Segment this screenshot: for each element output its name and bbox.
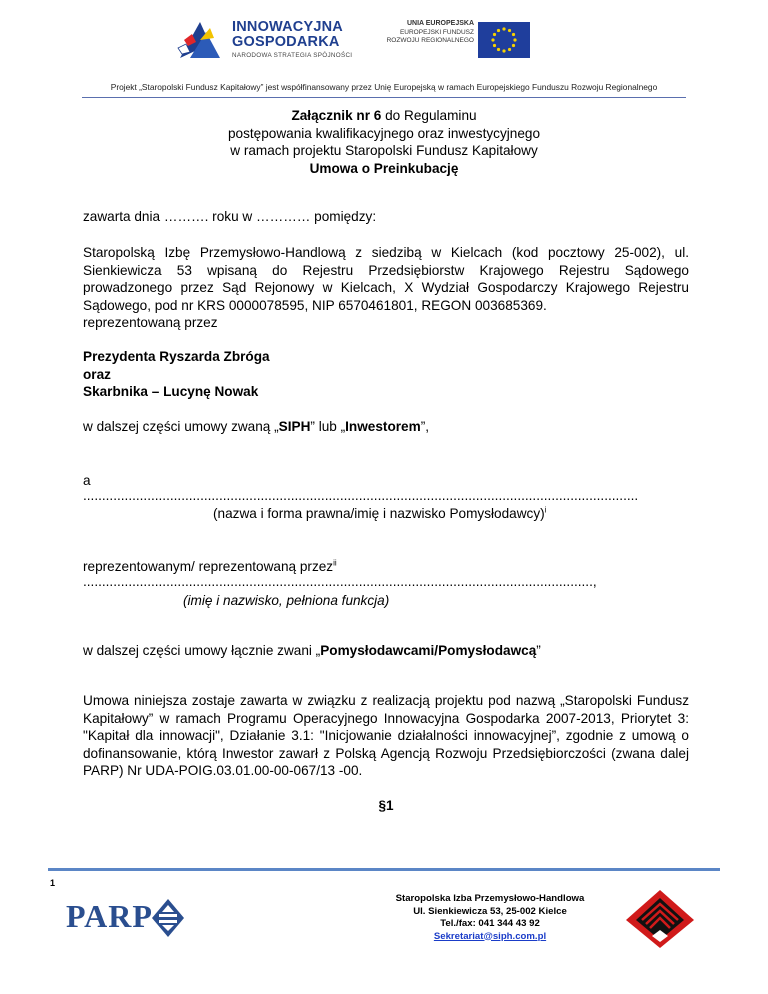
innowacyjna-gospodarka-logo-mark: [176, 18, 226, 62]
footer-address-block: [380, 893, 600, 943]
eu-flag-icon: [478, 22, 530, 58]
conjunction-a: a: [83, 473, 91, 488]
document-title-block: [0, 107, 768, 177]
representatives: [83, 348, 689, 401]
section-heading: §1: [378, 798, 394, 813]
representative-and: oraz: [83, 366, 111, 382]
parties-definition: w dalszej części umowy łącznie zwani „Pomysłodawcami/Pomysłodawcą”: [83, 643, 541, 658]
siph-logo-icon: [622, 886, 698, 958]
attachment-line: Załącznik nr 6 do Regulaminu: [291, 108, 477, 123]
representative-1: Prezydenta Ryszarda Zbróga: [83, 349, 270, 364]
footer-divider: [48, 868, 720, 871]
page-number: 1: [50, 878, 56, 888]
header-divider: [82, 97, 686, 98]
party2-representative-field: .......................................................................................................................................,: [83, 574, 597, 589]
party1-description: Staropolską Izbę Przemysłowo-Handlową z siedzibą w Kielcach (kod pocztowy 25-002), ul. Sienkiewicza 53 wpisaną do Rejestru Przedsiębiorstw Krajowego Rejestru Sądowego prowadzonego przez Sąd Rejonowy w Kielcach, X Wydział Gospodarczy Krajowego Rejestru Sądowego, pod nr KRS 0000078595, NIP 6570461801, REGON 003685369.: [83, 245, 689, 313]
concluded-line: zawarta dnia ………. roku w ………… pomiędzy:: [83, 209, 377, 224]
document-title: Umowa o Preinkubację: [309, 160, 459, 176]
party2-name-label: (nazwa i forma prawna/imię i nazwisko Pomysłodawcy)$^i$: [213, 505, 547, 521]
footer-address: Ul. Sienkiewicza 53, 25-002 Kielce: [413, 905, 567, 917]
ig-logo-subtitle: NARODOWA STRATEGIA SPÓJNOŚCI: [232, 52, 353, 59]
represented-by-label: reprezentowaną przez: [83, 315, 218, 330]
representative-function-label: (imię i nazwisko, pełniona funkcja): [183, 593, 390, 608]
parp-logo-text: PARP: [66, 898, 153, 934]
parp-logo-icon: [150, 897, 186, 939]
project-cofinancing-note: Projekt „Staropolski Fundusz Kapitałowy” jest współfinansowany przez Unię Europejską w ramach Europejskiego Funduszu Rozwoju Regionalnego: [110, 82, 658, 92]
representative-2: Skarbnika – Lucynę Nowak: [83, 384, 259, 399]
contract-context-paragraph: Umowa niniejsza zostaje zawarta w związku z realizacją projektu pod nazwą „Staropolski Fundusz Kapitałowy” w ramach Programu Operacyjnego Innowacyjna Gospodarka 2007-2013, Priorytet 3: "Kapitał dla innowacji", Działanie 3.1: "Inicjowanie działalności innowacyjnej”, zgodnie z umową o dofinansowanie, którą Inwestor zawarł z Polską Agencją Rozwoju Przedsiębiorczości (zwana dalej PARP) Nr UDA-POIG.03.01.00-00-067/13 -00.: [83, 693, 689, 778]
eu-logo-text: UNIA EUROPEJSKA EUROPEJSKI FUNDUSZ ROZWOJU REGIONALNEGO: [386, 20, 474, 44]
title-line-3: w ramach projektu Staropolski Fundusz Kapitałowy: [230, 143, 538, 158]
represented-by-2: reprezentowanym/ reprezentowaną przez$^{ii}$: [83, 558, 337, 574]
footnote-ref-i: i: [544, 505, 547, 515]
siph-definition: w dalszej części umowy zwaną „SIPH” lub „Inwestorem”,: [83, 419, 430, 434]
party2-name-field: ...................................................................................................................................................: [83, 488, 639, 503]
ig-logo-title: INNOWACYJNA GOSPODARKA: [232, 19, 343, 50]
footnote-ref-ii: ii: [333, 558, 337, 568]
footer-org: Staropolska Izba Przemysłowo-Handlowa: [395, 893, 585, 904]
footer-email-link[interactable]: Sekretariat@siph.com.pl: [433, 930, 547, 942]
title-line-2: postępowania kwalifikacyjnego oraz inwestycyjnego: [227, 125, 541, 141]
footer-phone: Tel./fax: 041 344 43 92: [440, 918, 540, 929]
